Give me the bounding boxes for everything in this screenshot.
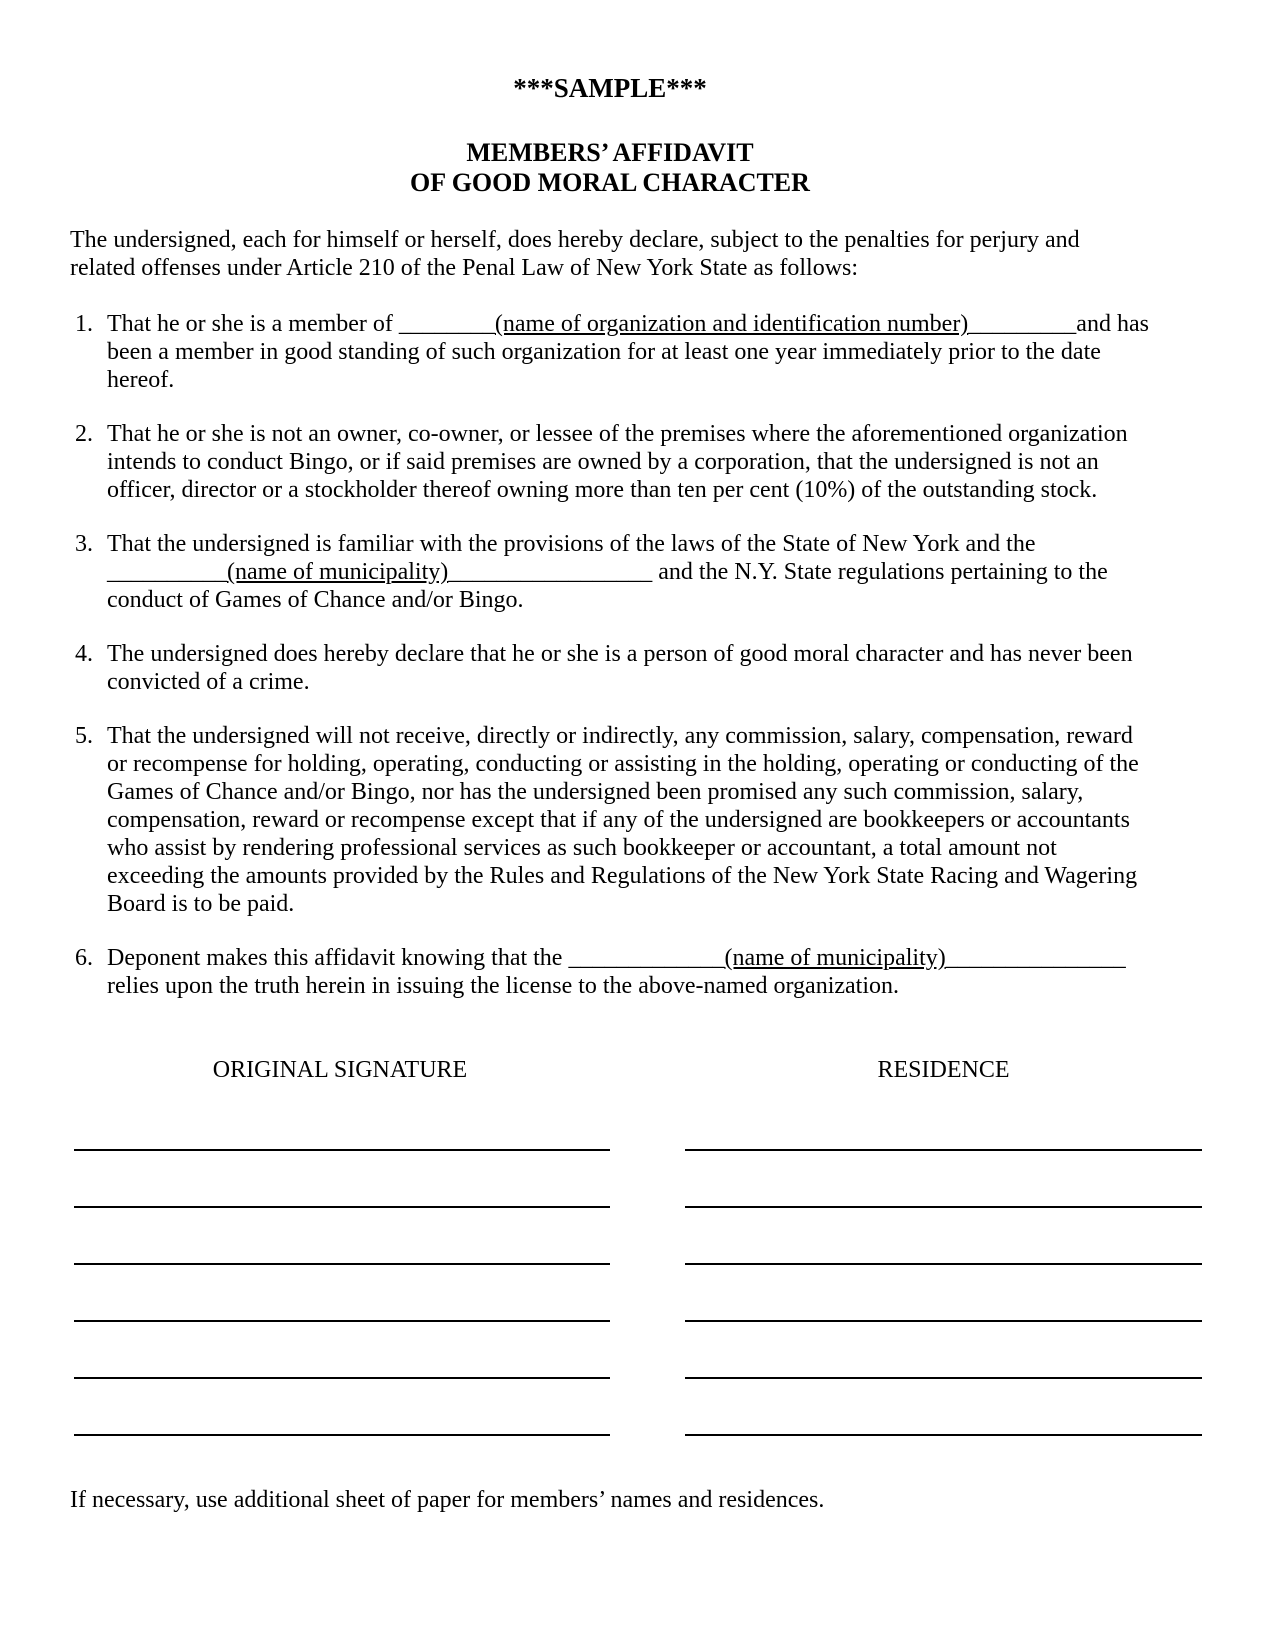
item-3-text-post: and the N.Y. State regulations pertaining to the conduct of Games of Chance and/or Bingo. [107,559,1108,613]
item-2-number: 2. [75,421,93,447]
residence-line [685,1322,1202,1379]
intro-paragraph: The undersigned, each for himself or herself, does hereby declare, subject to the penalties for perjury and related offenses under Article 210 of the Penal Law of New York State as follows: [70,227,1080,281]
item-6-blank-field-1: _____________ [568,945,725,971]
item-1-text-post: and has been a member in good standing of such organization for at least one year immediately prior to the date hereof. [107,311,1149,393]
item-5-text: That the undersigned will not receive, directly or indirectly, any commission, salary, compensation, reward or recompense for holding, operating, conducting or assisting in the holding, operating or conducting of the Games of Chance and/or Bingo, nor has the undersigned been promised any such commission, salary, compensation, reward or recompense except that if any of the undersigned are bookkeepers or accountants who assist by rendering professional services as such bookkeeper or accountant, a total amount not exceeding the amounts provided by the Rules and Regulations of the New York State Racing and Wagering Board is to be paid. [107,723,1139,917]
residence-column-header: RESIDENCE [877,1057,1010,1083]
residence-line [685,1208,1202,1265]
residence-line [685,1094,1202,1151]
affidavit-item-5 [70,722,1150,918]
signature-row [70,1094,1205,1151]
document-title-line1: MEMBERS’ AFFIDAVIT [466,138,754,167]
affidavit-item-1 [70,310,1150,394]
item-1-blank-field-1: ________ [398,311,495,337]
item-6-number: 6. [75,945,93,971]
residence-line [685,1265,1202,1322]
item-1-blank-field-2: _________ [968,311,1077,337]
affidavit-item-6 [70,944,1150,1000]
item-3-blank-field-1: __________ [107,559,227,585]
signature-line [74,1151,610,1208]
item-2-text: That he or she is not an owner, co-owner, or lessee of the premises where the aforementioned organization intends to conduct Bingo, or if said premises are owned by a corporation, that the undersigned is not an officer, director or a stockholder thereof owning more than ten per cent (10%) of the outstanding stock. [107,421,1128,503]
signature-line [74,1265,610,1322]
document-title-line2: OF GOOD MORAL CHARACTER [410,168,810,197]
item-4-number: 4. [75,641,93,667]
affidavit-item-4 [70,640,1150,696]
item-3-blank-field-2: _________________ [448,559,653,585]
item-3-blank-label: (name of municipality) [227,559,449,585]
item-3-text-pre: That the undersigned is familiar with the provisions of the laws of the State of New York and the [107,531,1036,557]
residence-line [685,1151,1202,1208]
item-4-text: The undersigned does hereby declare that he or she is a person of good moral character and has never been convicted of a crime. [107,641,1133,695]
signature-rows [70,1094,1205,1436]
signature-row [70,1265,1205,1322]
item-6-blank-label: (name of municipality) [724,945,946,971]
signature-line [74,1208,610,1265]
item-6-blank-field-2: _______________ [945,945,1126,971]
original-signature-column-header: ORIGINAL SIGNATURE [212,1057,468,1083]
item-5-number: 5. [75,723,93,749]
item-6-text-post: relies upon the truth herein in issuing the license to the above-named organization. [107,973,899,999]
item-6-line-1 [107,945,1126,971]
signature-row [70,1151,1205,1208]
signature-row [70,1208,1205,1265]
footer-note: If necessary, use additional sheet of paper for members’ names and residences. [70,1487,825,1513]
sample-watermark: ***SAMPLE*** [513,73,707,103]
affidavit-item-2 [70,420,1150,504]
affidavit-item-3 [70,530,1150,614]
signature-table-headers [70,1056,1205,1084]
item-1-text-pre: That he or she is a member of [107,311,399,337]
signature-row [70,1379,1205,1436]
affidavit-items [70,310,1150,1000]
document-title [70,138,1150,198]
residence-line [685,1379,1202,1436]
item-1-blank-label: (name of organization and identification number) [494,311,969,337]
signature-line [74,1322,610,1379]
item-6-text-pre: Deponent makes this affidavit knowing that the [107,945,569,971]
item-1-number: 1. [75,311,93,337]
signature-line [74,1094,610,1151]
item-3-number: 3. [75,531,93,557]
signature-row [70,1322,1205,1379]
signature-line [74,1379,610,1436]
